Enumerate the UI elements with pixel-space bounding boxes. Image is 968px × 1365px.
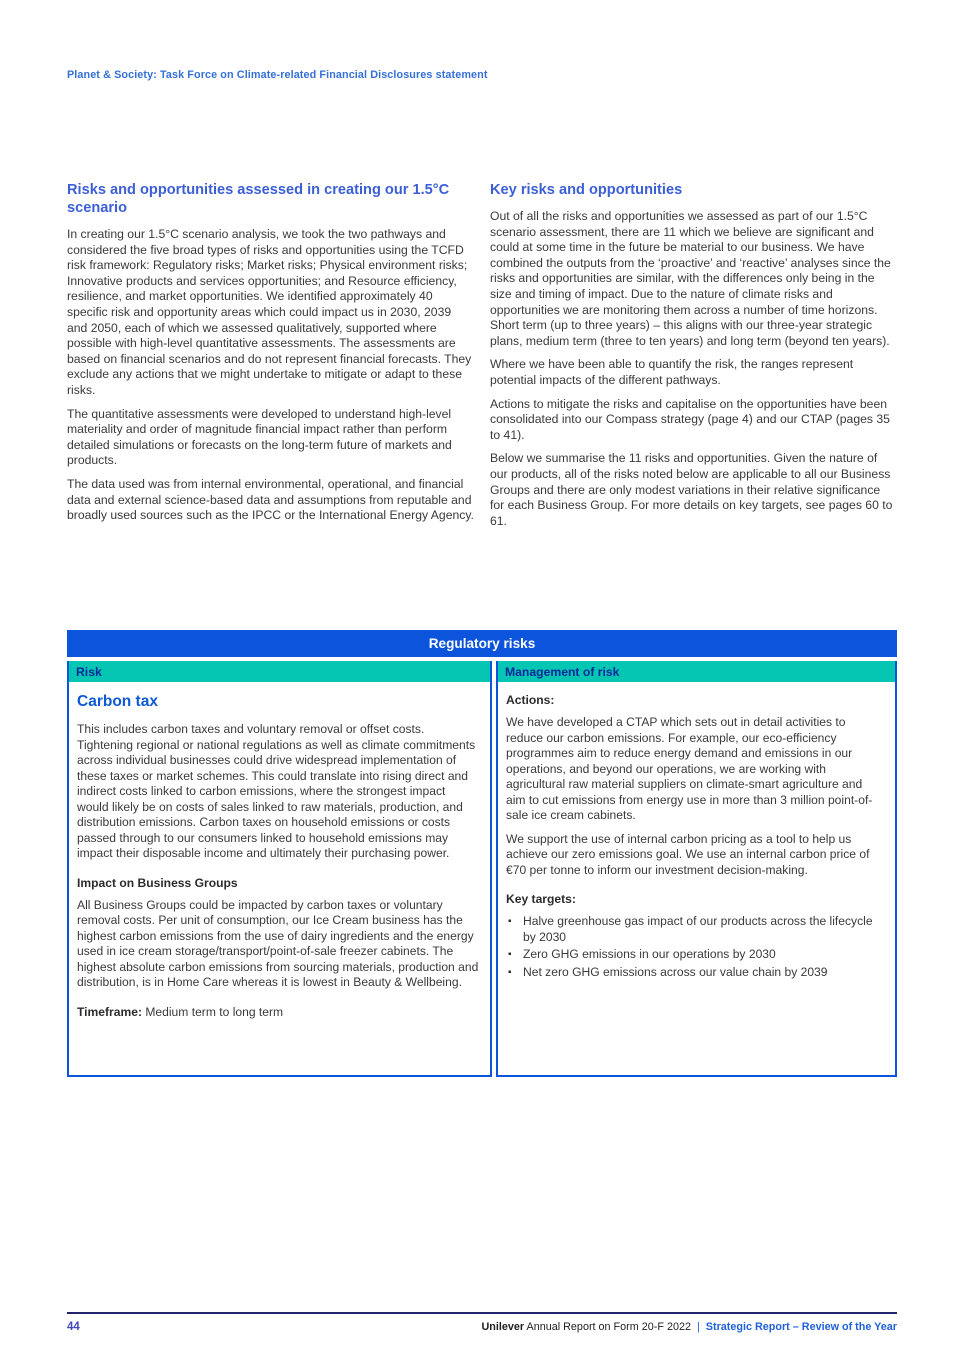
regulatory-risks-table	[67, 630, 897, 1077]
key-target-item: ▪ Net zero GHG emissions across our value chain by 2039	[506, 965, 885, 981]
risk-cell	[67, 661, 492, 1077]
risk-name-heading: Carbon tax	[77, 693, 158, 710]
footer-report-line	[482, 1321, 898, 1333]
key-targets-list	[506, 914, 885, 980]
right-paragraph-4: Below we summarise the 11 risks and opportunities. Given the nature of our products, all of the risks noted below are applicable to all our Business Groups and there are only modest variations in their relative significance for each Business Group. For more details on key targets, see pages 60 to 61.	[490, 451, 893, 528]
page-number: 44	[67, 1321, 80, 1333]
right-column-heading: Key risks and opportunities	[490, 182, 683, 198]
page-footer	[67, 1312, 897, 1333]
right-paragraph-3: Actions to mitigate the risks and capitalise on the opportunities have been consolidated into our Compass strategy (page 4) and our CTAP (pages 35 to 41).	[490, 396, 890, 442]
key-target-item: ▪ Zero GHG emissions in our operations by 2030	[506, 947, 885, 963]
timeframe-line	[77, 1005, 480, 1021]
actions-paragraph-2: We support the use of internal carbon pricing as a tool to help us achieve our zero emissions goal. We use an internal carbon price of €70 per tonne to inform our investment decision-making.	[506, 831, 870, 877]
risk-cell-body	[69, 682, 490, 1030]
footer-section-link[interactable]: Strategic Report – Review of the Year	[705, 1321, 897, 1333]
footer-separator: |	[696, 1321, 700, 1333]
table-body	[67, 661, 897, 1077]
timeframe-value: Medium term to long term	[141, 1004, 284, 1019]
left-column-heading: Risks and opportunities assessed in creating our 1.5°C scenario	[67, 182, 450, 216]
management-cell	[496, 661, 897, 1077]
right-paragraph-1: Out of all the risks and opportunities we assessed as part of our 1.5°C scenario assessment, there are 11 which we believe are significant and could at some time in the future be material to our business. We have combined the outputs from the ‘proactive’ and ‘reactive’ analyses since the risks and opportunities are similar, with the differences only being in the size and timing of impact. Due to the nature of climate risks and opportunities we are monitoring them across a number of time horizons. Short term (up to three years) – this aligns with our three-year strategic plans, medium term (three to ten years) and long term (beyond ten years).	[490, 209, 891, 348]
intro-columns	[67, 181, 897, 537]
left-paragraph-3: The data used was from internal environmental, operational, and financial data and external science-based data and assumptions from reputable and broadly used sources such as the IPCC or the International Energy Agency.	[67, 476, 474, 523]
footer-report-title: Annual Report on Form 20-F 2022	[526, 1321, 691, 1333]
right-column	[490, 181, 897, 537]
actions-label: Actions:	[506, 693, 555, 707]
timeframe-label: Timeframe:	[77, 1004, 142, 1019]
left-paragraph-1: In creating our 1.5°C scenario analysis, we took the two pathways and considered the five broad types of risks and opportunities using the TCFD risk framework: Regulatory risks; Market risks; Physical environment risks; Innovative products and services opportunities; and Resource efficiency, resilience, and market opportunities. We identified approximately 40 specific risk and opportunity areas which could impact us in 2030, 2039 and 2050, each of which we assessed qualitatively, supported where possible with high-level quantitative assessments. The assessments are based on financial scenarios and do not represent financial forecasts. They exclude any actions that we might undertake to mitigate or adapt to these risks.	[67, 227, 472, 397]
key-target-item: ▪ Halve greenhouse gas impact of our products across the lifecycle by 2030	[506, 914, 885, 945]
management-cell-body	[498, 682, 895, 992]
impact-subheading: Impact on Business Groups	[77, 875, 238, 890]
left-paragraph-2: The quantitative assessments were developed to understand high-level materiality and order of magnitude financial impact rather than perform detailed simulations or forecasts on the long-term future of markets and products.	[67, 406, 452, 468]
impact-description: All Business Groups could be impacted by carbon taxes or voluntary removal costs. Per unit of consumption, our Ice Cream business has the highest carbon emissions from the use of dairy ingredients and the energy used in ice cream storage/transport/point-of-sale freezer cabinets. The highest absolute carbon emissions from sourcing materials, production and distribution, is in Home Care whereas it is lowest in Beauty & Wellbeing.	[77, 897, 479, 989]
right-paragraph-2: Where we have been able to quantify the risk, the ranges represent potential impacts of the different pathways.	[490, 357, 854, 387]
key-targets-label: Key targets:	[506, 892, 576, 906]
left-column	[67, 181, 474, 537]
risk-column-header: Risk	[69, 661, 490, 682]
management-column-header: Management of risk	[498, 661, 895, 682]
table-title: Regulatory risks	[67, 630, 897, 657]
actions-paragraph-1: We have developed a CTAP which sets out in detail activities to reduce our carbon emissions. For example, our eco-efficiency programmes aim to reduce energy demand and emissions in our operations, and beyond our operations, we are working with agricultural raw material suppliers on climate-smart agriculture and aim to cut emissions from energy use in more than 3 million point-of-sale ice cream cabinets.	[506, 715, 873, 822]
footer-brand: Unilever	[481, 1321, 525, 1333]
risk-description: This includes carbon taxes and voluntary removal or offset costs. Tightening regional or national regulations as well as climate commitments across individual businesses could drive widespread implementation of these taxes or market schemes. This could translate into rising direct and indirect costs linked to carbon emissions, where the strongest impact would likely be on costs of sales linked to raw materials, production, and distribution emissions. Carbon taxes on household emissions or costs passed through to our consumers linked to household emissions may impact their disposable income and ultimately their purchasing power.	[77, 722, 476, 860]
page-section-label: Planet & Society: Task Force on Climate-related Financial Disclosures statement	[67, 69, 488, 81]
